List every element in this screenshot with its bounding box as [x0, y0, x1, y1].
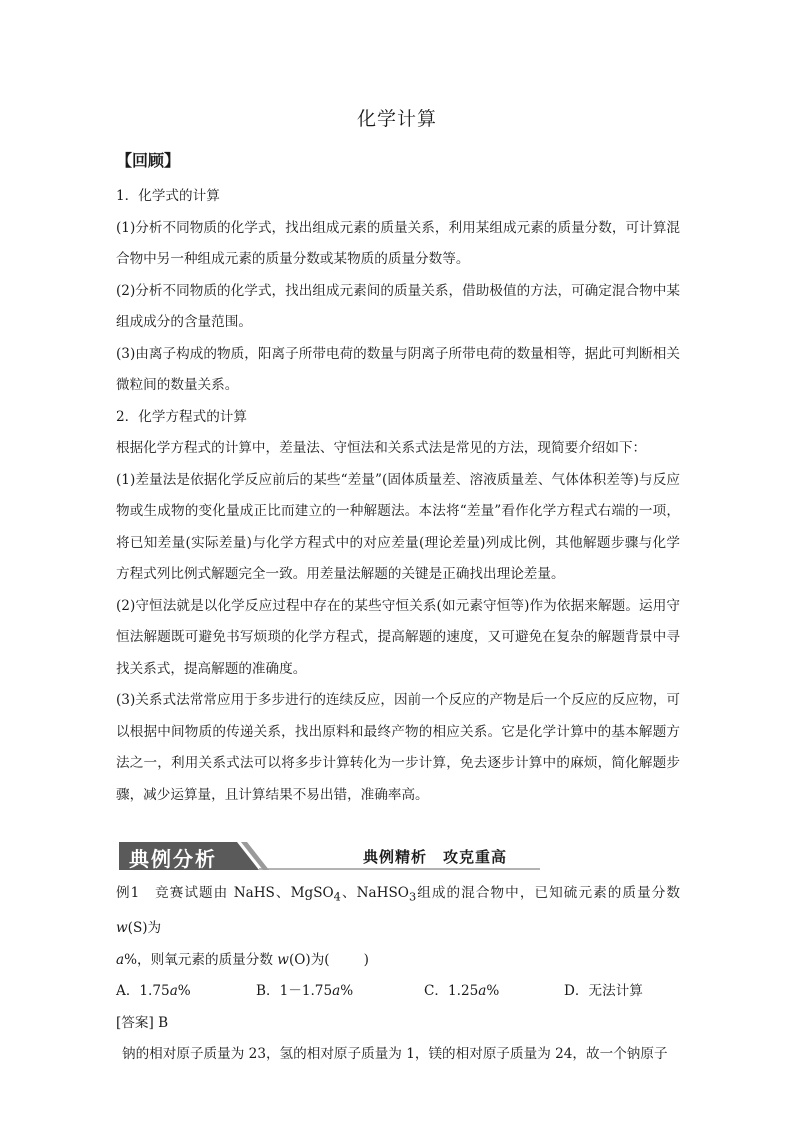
review-paragraph: (1)分析不同物质的化学式，找出组成元素的质量关系，利用某组成元素的质量分数，可计算混合物中另一种组成元素的质量分数或某物质的质量分数等。	[116, 219, 680, 267]
explanation-text: 钠的相对原子质量为 23，氢的相对原子质量为 1，镁的相对原子质量为 24，故一个钠原子	[122, 1046, 668, 1063]
review-subheading-2: 2．化学方程式的计算	[116, 408, 247, 425]
review-paragraph: (2)分析不同物质的化学式，找出组成元素间的质量关系，借助极值的方法，可确定混合物中某组成成分的含量范围。	[116, 282, 680, 330]
example-label: 例1	[116, 885, 156, 901]
banner-subtitle: 典例精析 攻克重高	[363, 848, 508, 866]
option-a: A．1.75a%	[116, 983, 191, 1000]
review-paragraph: (3)关系式法常常应用于多步进行的连续反应，因前一个反应的产物是后一个反应的反应物，可以根据中间物质的传递关系，找出原料和最终产物的相应关系。它是化学计算中的基本解题方法之一，利用关系式法可以将多步计算转化为一步计算，免去逐步计算中的麻烦，简化解题步骤，减少运算量，且计算结果不易出错，准确率高。	[116, 692, 680, 803]
answer-options	[116, 976, 680, 1008]
answer-line: [答案] B	[116, 1014, 169, 1031]
example-section	[116, 878, 680, 1071]
example-analysis-banner	[119, 842, 540, 870]
option-b: B．1－1.75a%	[256, 983, 354, 1000]
review-paragraph: (2)守恒法就是以化学反应过程中存在的某些守恒关系(如元素守恒等)作为依据来解题。运用守恒法解题既可避免书写烦琐的化学方程式，提高解题的速度，又可避免在复杂的解题背景中寻找关系式，提高解题的准确度。	[116, 597, 680, 677]
review-paragraph: (3)由离子构成的物质，阳离子所带电荷的数量与阴离子所带电荷的数量相等，据此可判断相关微粒间的数量关系。	[116, 345, 680, 393]
review-paragraph: (1)差量法是依据化学反应前后的某些“差量”(固体质量差、溶液质量差、气体体积差等)与反应物或生成物的变化量成正比而建立的一种解题法。本法将“差量”看作化学方程式右端的一项，将已知差量(实际差量)与化学方程式中的对应差量(理论差量)列成比例，其他解题步骤与化学方程式列比例式解题完全一致。用差量法解题的关键是正确找出理论差量。	[116, 471, 680, 582]
review-heading: 【回顾】	[116, 151, 181, 170]
review-section	[116, 181, 680, 811]
review-subheading-1: 1．化学式的计算	[116, 188, 220, 204]
example-question: 例1 竞赛试题由 NaHS、MgSO$_4$、NaHSO$_3$组成的混合物中，已知硫元素的质量分数 w(S)为 a%，则氧元素的质量分数 w(O)为( )	[116, 885, 680, 968]
page-title: 化学计算	[356, 108, 437, 130]
option-c: C．1.25a%	[424, 983, 500, 1000]
review-paragraph: 根据化学方程式的计算中，差量法、守恒法和关系式法是常见的方法，现简要介绍如下：	[116, 440, 647, 456]
banner-title: 典例分析	[129, 847, 217, 871]
option-d: D．无法计算	[564, 983, 643, 1000]
